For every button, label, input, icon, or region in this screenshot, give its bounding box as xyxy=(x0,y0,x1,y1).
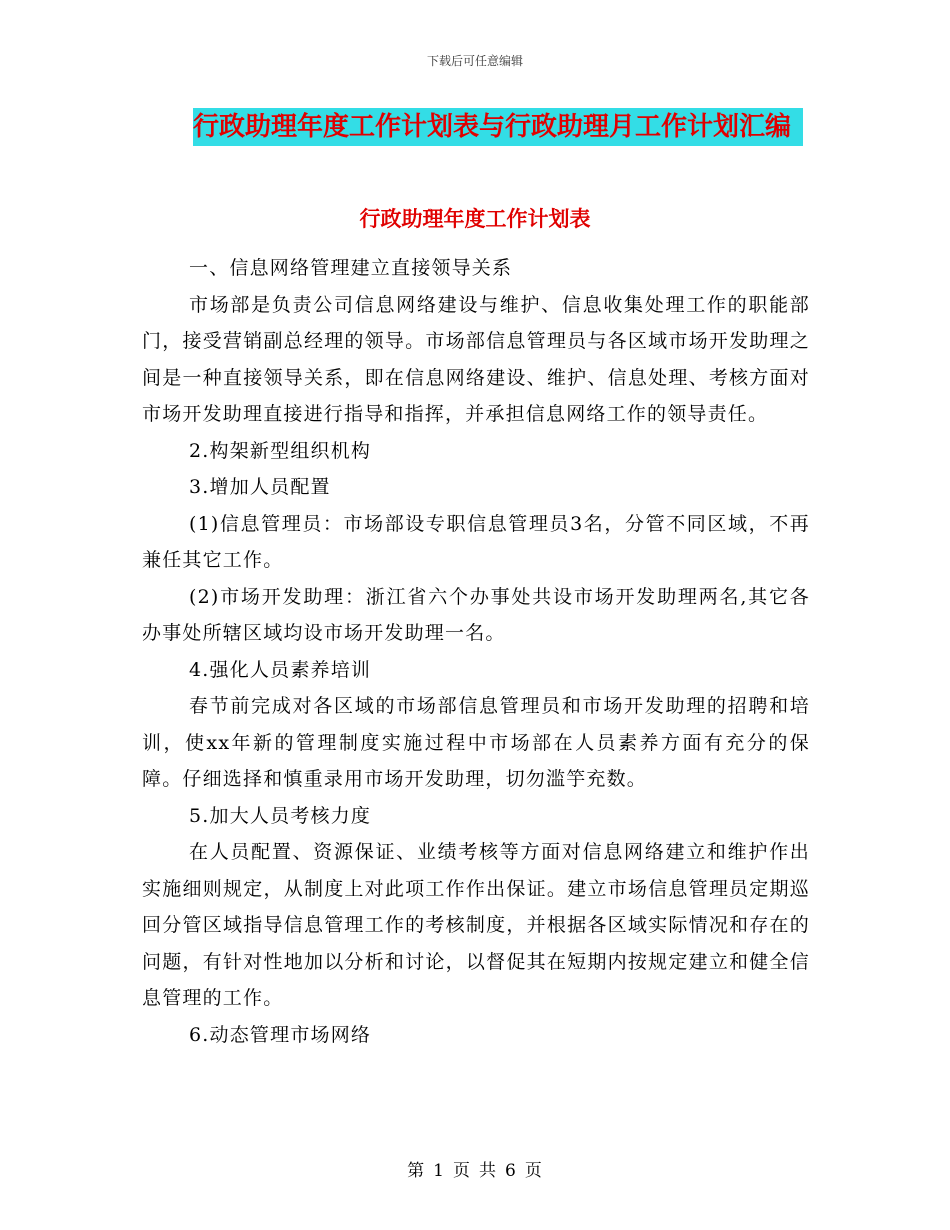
paragraph-info-manager: (1)信息管理员：市场部设专职信息管理员3名，分管不同区域，不再兼任其它工作。 xyxy=(142,512,810,571)
document-body xyxy=(142,250,810,1053)
section-title: 行政助理年度工作计划表 xyxy=(359,207,591,231)
paragraph-market-department: 市场部是负责公司信息网络建设与维护、信息收集处理工作的职能部门，接受营销副总经理的领导。市场部信息管理员与各区域市场开发助理之间是一种直接领导关系，即在信息网络建设、维护、信息处理、考核方面对市场开发助理直接进行指导和指挥，并承担信息网络工作的领导责任。 xyxy=(142,293,810,425)
footer-total-unit: 页 xyxy=(524,1161,543,1181)
heading-dynamic-management: 6.动态管理市场网络 xyxy=(189,1023,372,1046)
heading-training: 4.强化人员素养培训 xyxy=(189,658,372,681)
footer-page-unit: 页 xyxy=(453,1161,471,1181)
heading-assessment: 5.加大人员考核力度 xyxy=(189,804,372,827)
footer-page-total: 6 xyxy=(505,1161,517,1181)
footer-total-label: 共 xyxy=(479,1161,497,1181)
document-title: 行政助理年度工作计划表与行政助理月工作计划汇编 xyxy=(193,108,803,146)
page-footer xyxy=(0,1156,950,1181)
footer-page-current: 1 xyxy=(433,1161,445,1181)
heading-network-management: 一、信息网络管理建立直接领导关系 xyxy=(189,257,513,279)
heading-org-structure: 2.构架新型组织机构 xyxy=(189,439,372,462)
header-note: 下载后可任意编辑 xyxy=(426,54,523,68)
paragraph-market-assistant: (2)市场开发助理：浙江省六个办事处共设市场开发助理两名,其它各办事处所辖区域均设市场开发助理一名。 xyxy=(142,585,810,644)
heading-staffing: 3.增加人员配置 xyxy=(189,476,331,498)
paragraph-training: 春节前完成对各区域的市场部信息管理员和市场开发助理的招聘和培训，使xx年新的管理制度实施过程中市场部在人员素养方面有充分的保障。仔细选择和慎重录用市场开发助理，切勿滥竽充数。 xyxy=(142,695,810,790)
paragraph-assessment: 在人员配置、资源保证、业绩考核等方面对信息网络建立和维护作出实施细则规定，从制度上对此项工作作出保证。建立市场信息管理员定期巡回分管区域指导信息管理工作的考核制度，并根据各区域实际情况和存在的问题，有针对性地加以分析和讨论，以督促其在短期内按规定建立和健全信息管理的工作。 xyxy=(142,841,810,1009)
footer-page-label: 第 xyxy=(407,1161,426,1181)
